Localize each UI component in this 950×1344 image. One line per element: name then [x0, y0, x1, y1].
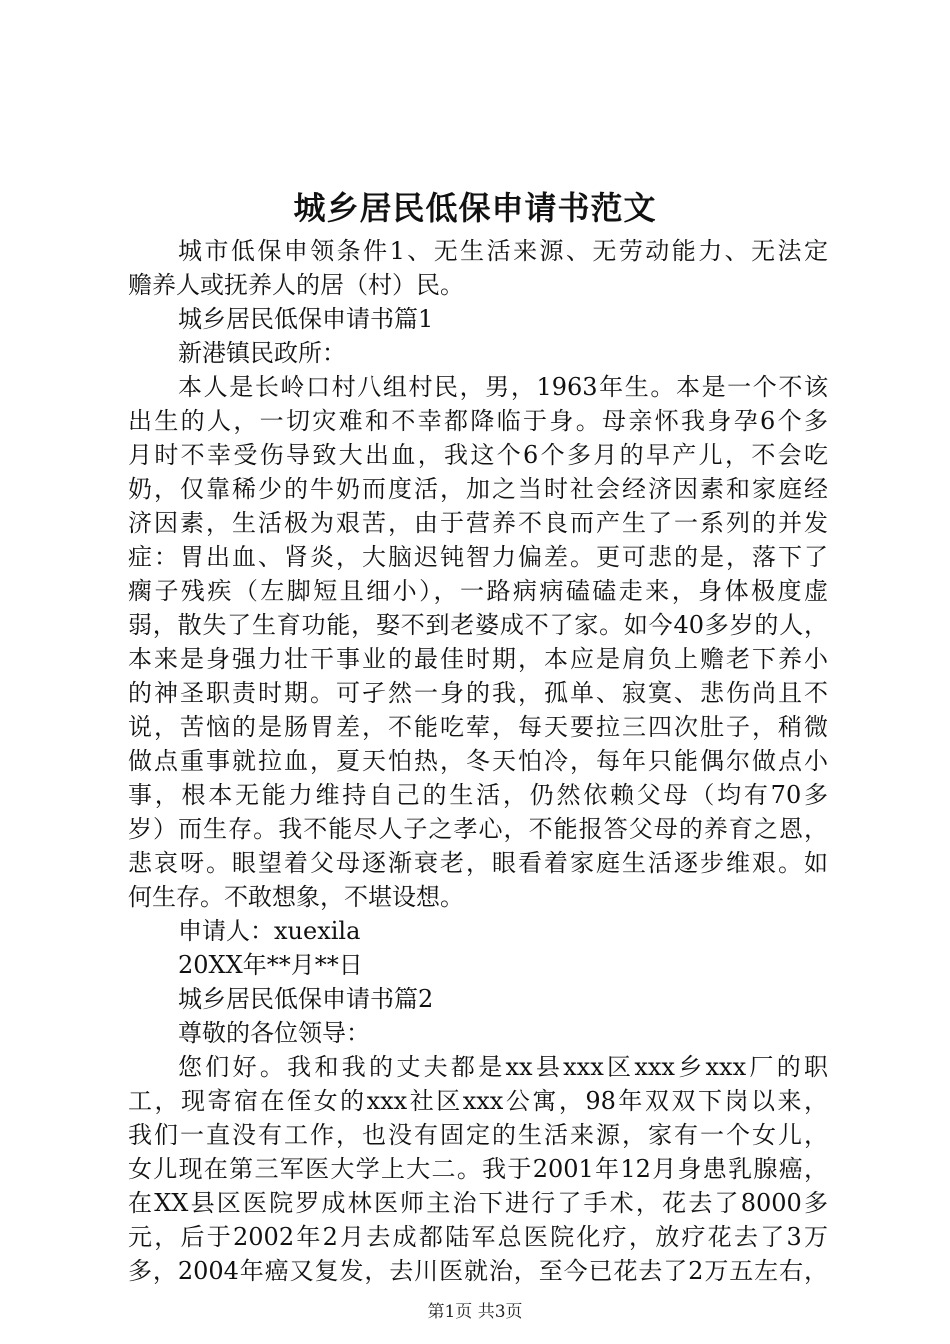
body-line: 弱，散失了生育功能，娶不到老婆成不了家。如今40多岁的人， — [128, 611, 828, 639]
salutation: 新港镇民政所： — [178, 339, 346, 367]
section-heading: 城乡居民低保申请书篇1 — [178, 305, 434, 333]
body-line: 赡养人或抚养人的居（村）民。 — [128, 271, 464, 299]
salutation: 尊敬的各位领导： — [178, 1019, 370, 1047]
page-footer: 第1页 共3页 — [427, 1302, 523, 1322]
body-line: 济因素，生活极为艰苦，由于营养不良而产生了一系列的并发 — [128, 509, 828, 537]
body-line: 的神圣职责时期。可孑然一身的我，孤单、寂寞、悲伤尚且不 — [128, 679, 828, 707]
body-line: 本来是身强力壮干事业的最佳时期，本应是肩负上赡老下养小 — [128, 645, 828, 673]
body-line: 悲哀呀。眼望着父母逐渐衰老，眼看着家庭生活逐步维艰。如 — [128, 849, 828, 877]
body-line: 本人是长岭口村八组村民，男，1963年生。本是一个不该 — [178, 373, 828, 401]
applicant-line: 申请人：xuexila — [178, 917, 361, 945]
body-line: 月时不幸受伤导致大出血，我这个6个多月的早产儿，不会吃 — [128, 441, 828, 469]
body-line: 工，现寄宿在侄女的xxx社区xxx公寓，98年双双下岗以来， — [128, 1087, 828, 1115]
document-title: 城乡居民低保申请书范文 — [293, 189, 657, 227]
body-line: 城市低保申领条件1、无生活来源、无劳动能力、无法定 — [178, 237, 828, 265]
body-line: 事，根本无能力维持自己的生活，仍然依赖父母（均有70多 — [128, 781, 828, 809]
section-heading: 城乡居民低保申请书篇2 — [178, 985, 434, 1013]
body-line: 女儿现在第三军医大学上大二。我于2001年12月身患乳腺癌， — [128, 1155, 828, 1183]
body-line: 您们好。我和我的丈夫都是xx县xxx区xxx乡xxx厂的职 — [178, 1053, 828, 1081]
date-line: 20XX年**月**日 — [178, 951, 363, 979]
body-line: 岁）而生存。我不能尽人子之孝心，不能报答父母的养育之恩， — [128, 815, 828, 843]
body-line: 何生存。不敢想象，不堪设想。 — [128, 883, 464, 911]
body-line: 奶，仅靠稀少的牛奶而度活，加之当时社会经济因素和家庭经 — [128, 475, 828, 503]
body-line: 多，2004年癌又复发，去川医就治，至今已花去了2万五左右， — [128, 1257, 828, 1285]
body-line: 元，后于2002年2月去成都陆军总医院化疗，放疗花去了3万 — [128, 1223, 828, 1251]
body-line: 症：胃出血、肾炎，大脑迟钝智力偏差。更可悲的是，落下了 — [128, 543, 828, 571]
body-line: 我们一直没有工作，也没有固定的生活来源，家有一个女儿， — [128, 1121, 828, 1149]
body-line: 出生的人，一切灾难和不幸都降临于身。母亲怀我身孕6个多 — [128, 407, 828, 435]
body-line: 说，苦恼的是肠胃差，不能吃荤，每天要拉三四次肚子，稍微 — [128, 713, 828, 741]
body-line: 瘸子残疾（左脚短且细小），一路病病磕磕走来，身体极度虚 — [128, 577, 828, 605]
body-line: 在XX县区医院罗成林医师主治下进行了手术，花去了8000多 — [128, 1189, 828, 1217]
body-line: 做点重事就拉血，夏天怕热，冬天怕冷，每年只能偶尔做点小 — [128, 747, 828, 775]
